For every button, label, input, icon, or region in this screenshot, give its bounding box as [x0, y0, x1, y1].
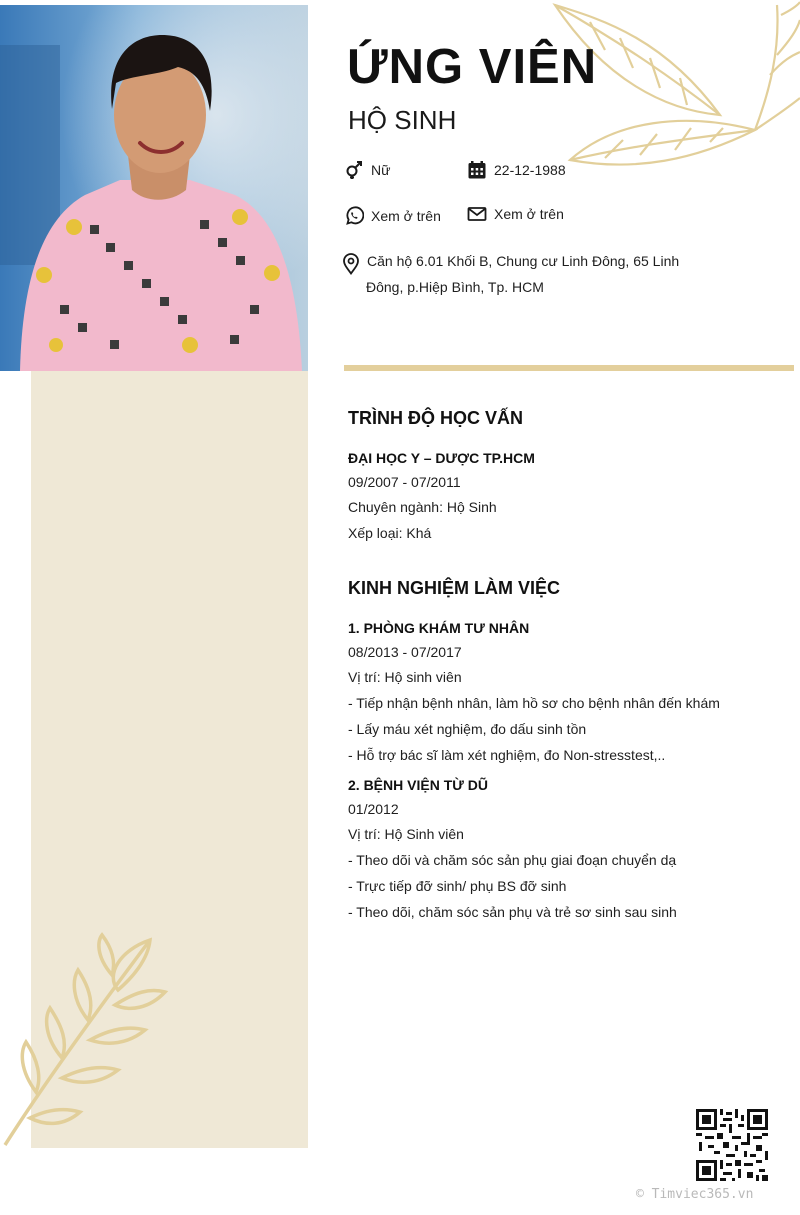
- job-2-duty-3: - Theo dõi, chăm sóc sản phụ và trẻ sơ sinh sau sinh: [348, 904, 677, 920]
- dob-row: [467, 160, 566, 180]
- email-row: [467, 204, 564, 224]
- job-2-period: 01/2012: [348, 801, 399, 817]
- dob-value: 22-12-1988: [494, 162, 566, 178]
- job-1-duty-1: - Tiếp nhận bệnh nhân, làm hồ sơ cho bệnh nhân đến khám: [348, 695, 720, 711]
- education-title: TRÌNH ĐỘ HỌC VẤN: [348, 408, 523, 428]
- candidate-position: HỘ SINH: [348, 105, 457, 135]
- footer-watermark: © Timviec365.vn: [636, 1187, 754, 1202]
- envelope-icon: [467, 204, 487, 224]
- calendar-icon: [467, 160, 487, 180]
- address-line-1: Căn hộ 6.01 Khối B, Chung cư Linh Đông, 65 Linh: [367, 253, 680, 269]
- candidate-name: ỨNG VIÊN: [347, 40, 598, 94]
- qr-code: [696, 1109, 768, 1181]
- phone-value: Xem ở trên: [371, 208, 441, 224]
- gender-row: [344, 160, 390, 180]
- address-text: [367, 252, 679, 300]
- email-value: Xem ở trên: [494, 206, 564, 222]
- experience-title: KINH NGHIỆM LÀM VIỆC: [348, 578, 561, 598]
- leaf-ornament-bottom: [0, 930, 170, 1150]
- address-line-2: Đông, p.Hiệp Bình, Tp. HCM: [366, 279, 544, 295]
- address-row: [342, 252, 692, 300]
- header-divider: [344, 365, 794, 371]
- education-period: 09/2007 - 07/2011: [348, 474, 461, 490]
- job-2-org: 2. BỆNH VIỆN TỪ DŨ: [348, 777, 488, 793]
- gender-icon: [344, 160, 364, 180]
- job-1-duty-2: - Lấy máu xét nghiệm, đo dấu sinh tồn: [348, 721, 587, 737]
- job-2-role: Vị trí: Hộ Sinh viên: [348, 826, 464, 842]
- job-1-period: 08/2013 - 07/2017: [348, 644, 462, 660]
- job-1-role: Vị trí: Hộ sinh viên: [348, 669, 462, 685]
- candidate-photo: [0, 5, 308, 371]
- map-pin-icon: [342, 253, 360, 275]
- job-1-duty-3: - Hỗ trợ bác sĩ làm xét nghiệm, đo Non-stresstest,..: [348, 747, 666, 763]
- job-2-duty-2: - Trực tiếp đỡ sinh/ phụ BS đỡ sinh: [348, 878, 567, 894]
- education-school: ĐẠI HỌC Y – DƯỢC TP.HCM: [348, 450, 535, 466]
- job-2-duty-1: - Theo dõi và chăm sóc sản phụ giai đoạn chuyển dạ: [348, 852, 677, 868]
- gender-value: Nữ: [371, 162, 391, 178]
- phone-row: [344, 206, 441, 226]
- education-rank: Xếp loại: Khá: [348, 525, 432, 541]
- job-1-org: 1. PHÒNG KHÁM TƯ NHÂN: [348, 620, 530, 636]
- whatsapp-icon: [344, 206, 364, 226]
- education-major: Chuyên ngành: Hộ Sinh: [348, 499, 497, 515]
